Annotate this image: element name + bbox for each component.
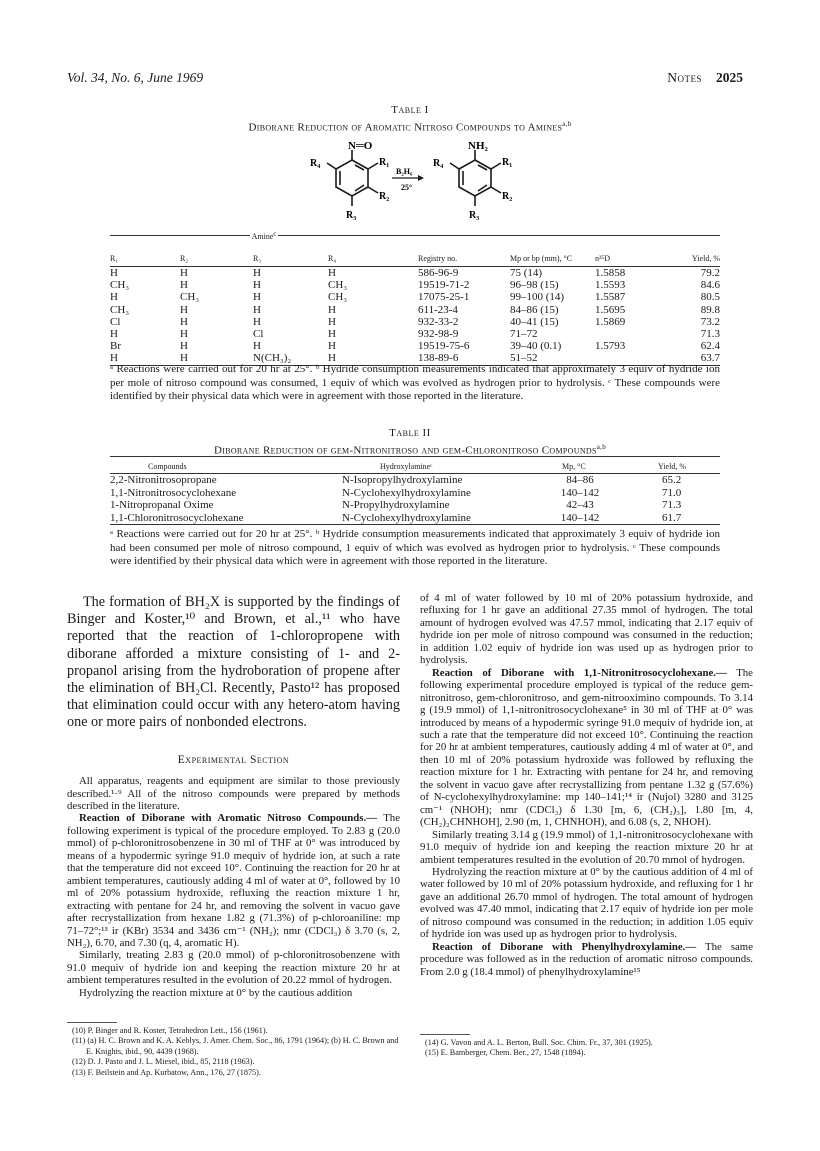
table1-cell: 71.3	[700, 328, 720, 341]
table2-cell: 71.0	[662, 486, 682, 499]
right-references	[425, 1038, 753, 1059]
reagent-label: B₂H₆	[396, 167, 413, 176]
table1-cell: 1.5695	[595, 303, 626, 316]
footnote-divider-right	[420, 1034, 470, 1035]
table1-cell: H	[253, 267, 261, 279]
table1-cell: CH₃	[110, 279, 130, 292]
table2-caption-marks: a,b	[596, 443, 606, 451]
table1-cell: 138-89-6	[418, 352, 510, 365]
table1-cell: CH₃	[328, 291, 348, 304]
table1-cell: H	[180, 303, 188, 316]
table2-label: Table II	[389, 427, 431, 439]
right-paragraph-1: of 4 ml of water followed by 10 ml of 20% potassium hydroxide, and refluxing for 1 hr gave an additional 27.35 mmol of hydrogen. The total amount of hydrogen evolved was 47.57 mmol, indicating that 2.17 equiv of hydride ion per mole of nitroso compound was consumed in the reduction; in addition 1.02 equiv of hydride ion was used up as hydrogen prior to hydrolysis.	[420, 592, 753, 667]
reactant-nitroso-group: N═O	[348, 140, 373, 152]
table1-cell: 611-23-4	[418, 303, 458, 316]
table1-cell: 1.5593	[595, 279, 626, 292]
reference-14: (14) G. Vavon and A. L. Berton, Bull. Soc. Chim. Fr., 37, 301 (1925).	[425, 1038, 653, 1047]
table1-cell: H	[110, 267, 118, 279]
table1-row	[110, 279, 720, 291]
reactant-r1: R₁	[379, 157, 390, 168]
table1-cell: 1.5869	[595, 315, 626, 328]
reactant-r4: R₄	[310, 158, 321, 169]
col-mp-bp: Mp or bp (mm), °C	[510, 247, 595, 267]
exp-paragraph-3: Similarly, treating 2.83 g (20.0 mmol) of p-chloronitrosobenzene with 91.0 mequiv of hydride ion and keeping the reaction mixture 20 hr at ambient temperatures resulted in the evolution of 20.22 mmol of hydrogen.	[67, 949, 400, 987]
col-registry: Registry no.	[418, 247, 510, 267]
right-column	[420, 592, 753, 978]
table1-cell: 62.4	[700, 340, 720, 353]
table2-cell: N-Cyclohexylhydroxylamine	[342, 486, 471, 499]
table1-cell: H	[180, 340, 188, 353]
table1-label: Table I	[391, 104, 429, 116]
table1-cell: H	[328, 303, 336, 316]
table1-row	[110, 304, 720, 316]
reactant-r3: R₃	[346, 210, 357, 221]
table2	[110, 456, 720, 525]
table1-cell: 99–100 (14)	[510, 291, 565, 304]
table2-cell: 140–142	[540, 512, 640, 525]
table1-cell: H	[328, 328, 336, 341]
table1-cell: 932-33-2	[418, 315, 459, 328]
section-heading: Experimental Section	[177, 753, 290, 766]
product-amine-group: NH₂	[468, 140, 488, 152]
table1-cell: H	[253, 315, 261, 328]
table1-caption-marks: a,b	[562, 120, 572, 128]
footnote-divider-left	[67, 1022, 117, 1023]
table1	[110, 230, 720, 366]
col-yield2: Yield, %	[640, 457, 720, 474]
table1-cell: 1.5858	[595, 267, 626, 279]
table2-cell: 65.2	[662, 474, 682, 486]
col-mp: Mp, °C	[540, 457, 640, 474]
page-number: 2025	[716, 70, 743, 85]
table1-cell: 96–98 (15)	[510, 279, 559, 292]
col-r4: R₄	[328, 247, 418, 267]
table2-row	[110, 512, 720, 525]
table1-cell: 19519-71-2	[418, 279, 470, 292]
table1-cell: H	[253, 291, 261, 304]
table2-cell: 1,1-Nitronitrosocyclohexane	[110, 486, 237, 499]
table2-row	[110, 499, 720, 512]
table1-row	[110, 340, 720, 352]
table1-caption-text: Diborane Reduction of Aromatic Nitroso Compounds to Amines	[248, 121, 563, 134]
table1-row	[110, 291, 720, 303]
journal-issue: Vol. 34, No. 6, June 1969	[67, 70, 204, 85]
col-r2: R₂	[180, 247, 253, 267]
table1-row	[110, 316, 720, 328]
product-r1: R₁	[502, 157, 513, 168]
table1-cell: 51–52	[510, 352, 595, 365]
table1-cell: H	[328, 352, 418, 365]
table2-caption	[0, 443, 820, 457]
col-hydroxylamine: Hydroxylamineᶜ	[342, 457, 540, 474]
amine-spanner	[110, 230, 418, 248]
product-r3: R₃	[469, 210, 480, 221]
right-paragraph-3: Similarly treating 3.14 g (19.9 mmol) of 1,1-nitronitrosocyclohexane with 91.0 mequiv of hydride ion and keeping the reaction mixture 20 hr at ambient temperatures resulted in the evolution of 20.70 mmol of hydrogen.	[420, 828, 753, 866]
reference-15: (15) E. Bamberger, Chem. Ber., 27, 1548 (1894).	[425, 1048, 586, 1058]
table1-cell: H	[110, 352, 180, 365]
table2-cell: 2,2-Nitronitrosopropane	[110, 474, 217, 486]
table1-cell: 75 (14)	[510, 267, 543, 279]
reactant-r2: R₂	[379, 191, 390, 202]
table2-cell: 140–142	[560, 486, 600, 499]
table1-cell: H	[180, 267, 188, 279]
col-r3: R₃	[253, 247, 328, 267]
reference-11: (11) (a) H. C. Brown and K. A. Keblys, J. Amer. Chem. Soc., 86, 1791 (1964); (b) H. C. Brown and E. Knights, ibid., 90, 4439 (1968).	[72, 1036, 399, 1056]
col-compounds: Compounds	[110, 457, 342, 474]
table1-cell	[595, 328, 663, 340]
table1-cell: 1.5793	[595, 340, 626, 353]
table1-cell: 39–40 (0.1)	[510, 340, 562, 353]
table1-cell: H	[180, 279, 188, 292]
table1-cell: H	[180, 315, 188, 328]
reference-10: (10) P. Binger and R. Koster, Tetrahedron Lett., 156 (1961).	[72, 1026, 268, 1035]
table1-row	[110, 267, 720, 280]
table1-footnote: ᵃ Reactions were carried out for 20 hr at 25°. ᵇ Hydride consumption measurements indicated that approximately 3 equiv of hydride ion per mole of nitroso compound was consumed, 1 equiv of which was evolved as hydrogen prior to hydrolysis. ᶜ These compounds were identified by their physical data which were in agreement with those reported in the literature.	[110, 363, 720, 403]
table1-cell: 73.2	[700, 315, 720, 328]
left-column	[67, 594, 400, 999]
table1-cell: H	[110, 328, 118, 341]
table1-row	[110, 328, 720, 340]
table2-cell: N-Cyclohexylhydroxylamine	[342, 512, 540, 525]
table1-cell: 89.8	[700, 303, 720, 316]
table1-cell: 84–86 (15)	[510, 303, 559, 316]
table2-row	[110, 474, 720, 487]
product-r4: R₄	[433, 158, 444, 169]
table1-cell: 1.5587	[595, 291, 626, 304]
reactant-ring	[327, 150, 378, 206]
table1-cell: 586-96-9	[418, 267, 459, 279]
table1-header-row	[110, 247, 720, 267]
table1-cell: 79.2	[700, 267, 720, 279]
table2-cell: 1,1-Chloronitrosocyclohexane	[110, 512, 342, 525]
table1-cell: CH₃	[180, 291, 200, 304]
table1-cell: Cl	[110, 315, 121, 328]
exp-paragraph-4: Hydrolyzing the reaction mixture at 0° by the cautious addition	[79, 986, 353, 999]
table1-cell: N(CH₃)₂	[253, 352, 328, 365]
table1-cell: 63.7	[663, 352, 720, 365]
right-paragraph-4: Hydrolyzing the reaction mixture at 0° by the cautious addition of 4 ml of water followed by 10 ml of 20% potassium hydroxide, and refluxing for 1 hr gave an additional 26.70 mmol of hydrogen. The total amount of hydrogen evolved was 47.40 mmol, indicating that 2.17 equiv of hydride ion per mole of nitroso compound was consumed in the reduction; in addition 1.05 equiv of hydride ion was used up as hydrogen prior to hydrolysis.	[420, 865, 753, 941]
col-yield: Yield, %	[663, 247, 720, 267]
table1-cell: H	[253, 279, 261, 292]
table2-cell: 1-Nitropropanal Oxime	[110, 499, 214, 512]
table2-cell: 61.7	[640, 512, 720, 525]
table1-cell: Br	[110, 340, 121, 353]
table1-cell: H	[253, 303, 261, 316]
table2-cell: N-Propylhydroxylamine	[342, 499, 450, 512]
table1-caption	[0, 120, 820, 134]
table1-cell: H	[180, 352, 253, 365]
intro-paragraph: The formation of BH₂X is supported by the findings of Binger and Koster,¹⁰ and Brown, et al.,¹¹ who have reported that the reaction of 1-chloropropene with diborane afforded a mixture consisting of 1- and 2-propanol arising from the hydroboration of propene after the elimination of BH₂Cl. Recently, Pasto¹² has proposed that elimination could occur with any hetero-atom having one or more pairs of nonbonded electrons.	[67, 594, 400, 731]
table1-cell: H	[328, 340, 336, 353]
exp-paragraph-1: All apparatus, reagents and equipment are similar to those previously described.¹·⁹ All of the nitroso compounds were prepared by methods described in the literature.	[67, 775, 400, 812]
reference-12: (12) D. J. Pasto and J. L. Miesel, ibid., 85, 2118 (1963).	[72, 1057, 255, 1067]
col-refractive-index: n²⁵D	[595, 247, 663, 267]
table1-cell: 932-98-9	[418, 328, 459, 341]
table2-cell: N-Isopropylhydroxylamine	[342, 474, 463, 486]
amine-header-text: Amine	[251, 232, 274, 241]
col-r1: R₁	[110, 247, 180, 267]
table1-cell: H	[180, 328, 188, 341]
table2-cell: 71.3	[662, 499, 682, 512]
table2-cell: 84–86	[566, 474, 594, 486]
table1-cell: H	[110, 291, 118, 304]
conditions-label: 25°	[401, 183, 413, 192]
left-references	[72, 1026, 400, 1078]
table1-cell: 17075-25-1	[418, 291, 470, 304]
right-paragraph-5: Reaction of Diborane with Phenylhydroxylamine.— The same procedure was followed as in the reduction of aromatic nitroso compounds. From 2.0 g (18.4 mmol) of phenylhydroxylamine¹⁵	[420, 940, 753, 978]
reference-13: (13) F. Beilstein and Ap. Kurbatow, Ann., 176, 27 (1875).	[72, 1067, 261, 1077]
table2-footnote: ᵃ Reactions were carried out for 20 hr at 25°. ᵇ Hydride consumption measurements indicated that approximately 3 equiv of hydride ion had been consumed per mole of nitroso compound, 1 equiv of which was evolved as hydrogen prior to hydrolysis. ᶜ These compounds were identified by their physical data which were in agreement with those reported in the literature.	[110, 528, 720, 568]
table1-cell: H	[328, 267, 336, 279]
right-paragraph-2: Reaction of Diborane with 1,1-Nitronitrosocyclohexane.— The following experimental procedure employed is typical of the reduce gem-nitronitroso, gem-chloronitroso, and gem-nitrooximino compounds. To 3.14 g (19.9 mmol) of 1,1-nitronitrosocyclohexane⁵ in 30 ml of THF at 0° was introduced by means of a hypodermic syringe 91.0 mequiv of hydride ion, at such a rate that the temperature did not exceed 10°. Continuing the reaction for 20 hr at ambient temperatures, cautiously adding 4 ml of water at 0°, and then 10 ml of 20% potassium hydroxide was followed by refluxing the reaction mixture for 1 hr. Extracting with pentane for 24 hr, and removing the solvent in vacuo gave after recrystallizing from pentane 1.32 g (57.6%) of N-cyclohexylhydroxylamine: mp 140–141;¹⁴ ir (Nujol) 3280 and 3125 cm⁻¹ (NHOH); nmr (CDCl₃) δ 1.30 [m, 6, (CH₂)₃], 1.80 [m, 4, (CH₂)₂CHNHOH], 2.90 (m, 1, CHNHOH), and 6.08 (s, 2, NHOH).	[420, 666, 753, 829]
table1-cell: H	[328, 315, 336, 328]
exp-paragraph-2: Reaction of Diborane with Aromatic Nitroso Compounds.— The following experiment is typical of the procedure employed. To 2.83 g (20.0 mmol) of p-chloronitrosobenzene in 30 ml of THF at 0° was introduced by means of a hypodermic syringe 91.0 mequiv of hydride ion, at such a rate that the temperature did not exceed 10°. Continuing the reaction for 20 hr at ambient temperatures, cautiously adding 4 ml of water at 0°, followed by 10 ml of 20% potassium hydroxide, refluxing the reaction mixture 1 hr, extracting with pentane for 24 hr, and removing the solvent in vacuo gave after recrystallization from hexane 1.82 g (71.3%) of p-chloroaniline: mp 71–72°;¹³ ir (KBr) 3534 and 3436 cm⁻¹ (NH₂); nmr (CDCl₃) δ 3.70 (s, 2, NH₂), 6.70, and 7.30 (q, 4, aromatic H).	[67, 812, 400, 949]
section-name: Notes	[667, 70, 702, 85]
product-r2: R₂	[502, 191, 513, 202]
table1-cell: 19519-75-6	[418, 340, 470, 353]
table1-cell: 80.5	[700, 291, 720, 304]
table1-cell: CH₃	[110, 303, 130, 316]
table1-cell: CH₃	[328, 279, 348, 292]
reaction-scheme	[300, 138, 540, 230]
table1-cell: H	[253, 340, 261, 353]
product-ring	[450, 150, 501, 206]
table2-row	[110, 487, 720, 500]
table1-cell: 40–41 (15)	[510, 315, 559, 328]
running-head	[667, 70, 743, 86]
table2-header-row	[110, 457, 720, 474]
amine-header-mark: c	[273, 230, 277, 238]
table1-cell: 71–72	[510, 328, 538, 341]
reaction-arrowhead	[418, 175, 424, 181]
table1-cell: Cl	[253, 328, 264, 341]
table1-cell: 84.6	[700, 279, 720, 292]
table2-cell: 42–43	[566, 499, 594, 512]
table2-caption-text: Diborane Reduction of gem-Nitronitroso and gem-Chloronitroso Compounds	[214, 444, 597, 457]
